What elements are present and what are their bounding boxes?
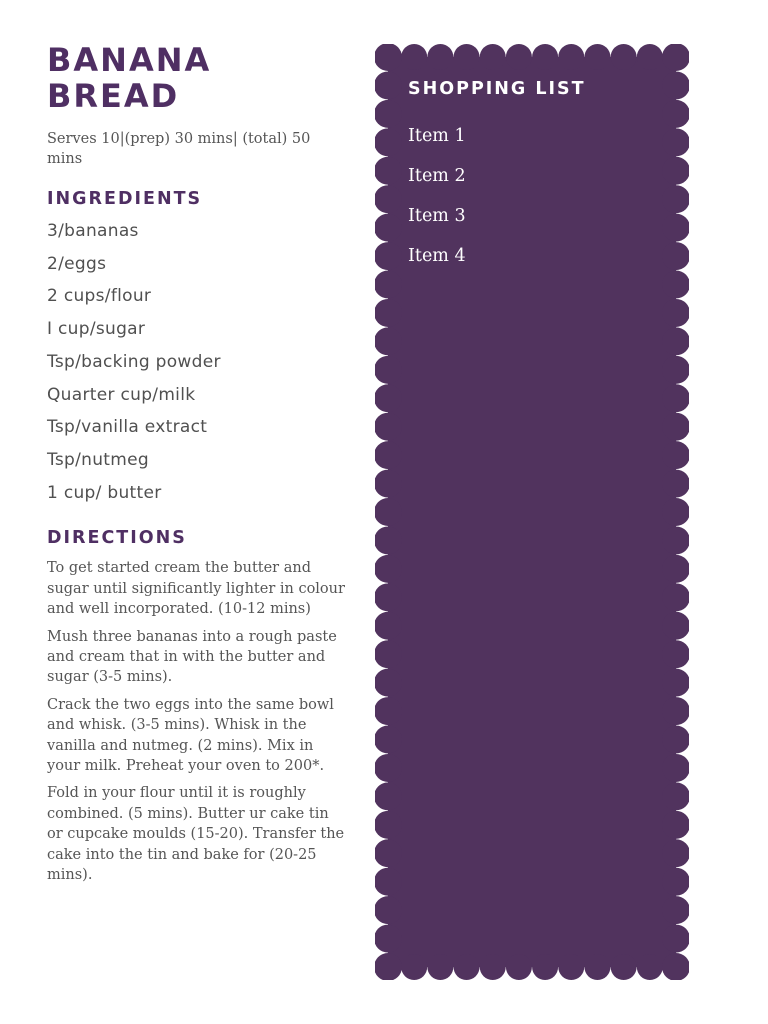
- ingredient-item: I cup/sugar: [47, 319, 146, 340]
- ingredient-item: Quarter cup/milk: [47, 384, 196, 405]
- ingredient-item: 3/bananas: [47, 221, 139, 241]
- title-line-1: BANANA: [47, 41, 212, 79]
- shopping-list-heading: SHOPPING LIST: [408, 79, 586, 99]
- recipe-column: [47, 42, 347, 892]
- title-line-2: BREAD: [47, 77, 180, 115]
- ingredient-item: 2 cups/flour: [47, 286, 152, 307]
- shopping-items: [408, 116, 658, 276]
- shopping-item: Item 4: [408, 246, 466, 266]
- page-title: [47, 42, 347, 114]
- ingredient-item: Tsp/nutmeg: [47, 449, 149, 470]
- ingredient-item: Tsp/vanilla extract: [47, 417, 208, 438]
- directions-heading: DIRECTIONS: [47, 528, 187, 549]
- shopping-item: Item 1: [408, 126, 466, 146]
- shopping-item: Item 2: [408, 166, 466, 186]
- direction-step: Mush three bananas into a rough paste and cream that in with the butter and sugar (3-5 mins).: [47, 628, 337, 686]
- directions-body: [47, 558, 347, 885]
- ingredients-heading: INGREDIENTS: [47, 189, 203, 209]
- direction-step: Fold in your flour until it is roughly combined. (5 mins). Butter ur cake tin or cupcake moulds (15-20). Transfer the cake into the tin and bake for (20-25 mins).: [47, 785, 345, 884]
- shopping-item: Item 3: [408, 206, 466, 226]
- ingredient-item: 2/eggs: [47, 253, 107, 274]
- direction-step: Crack the two eggs into the same bowl and whisk. (3-5 mins). Whisk in the vanilla and nutmeg. (2 mins). Mix in your milk. Preheat your oven to 200*.: [47, 696, 334, 774]
- ingredient-list: [47, 215, 347, 509]
- shopping-list-card: [375, 44, 689, 980]
- ingredient-item: Tsp/backing powder: [47, 351, 221, 372]
- ingredient-item: 1 cup/ butter: [47, 482, 162, 503]
- serving-info: Serves 10|(prep) 30 mins| (total) 50 mins: [47, 131, 311, 167]
- direction-step: To get started cream the butter and sugar until significantly lighter in colour and well incorporated. (10-12 mins): [47, 560, 345, 618]
- shopping-list-content: [408, 76, 658, 276]
